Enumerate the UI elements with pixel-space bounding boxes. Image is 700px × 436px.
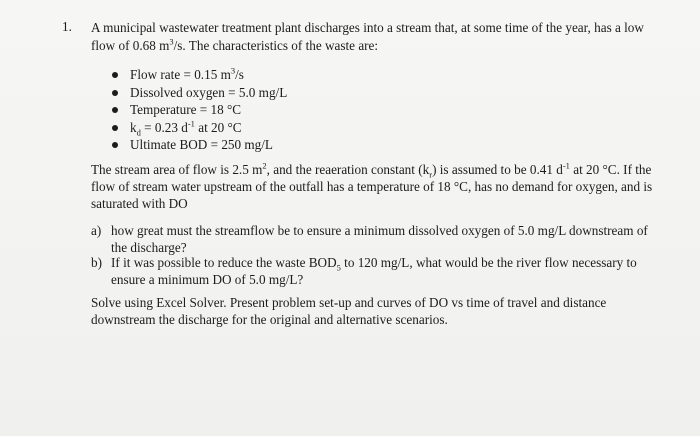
bullet-icon xyxy=(112,107,118,113)
part-a xyxy=(91,222,656,256)
part-a-text: how great must the streamflow be to ensure a minimum dissolved oxygen of 5.0 mg/L downstream of the discharge? xyxy=(111,223,648,255)
p1-text-b: , and the reaeration constant (k xyxy=(266,162,430,177)
p1-text-a: The stream area of flow is 2.5 m xyxy=(91,162,263,177)
kd-subscript: d xyxy=(136,127,141,138)
list-item-flow-rate xyxy=(110,66,287,84)
temp-text: Temperature = 18 °C xyxy=(130,102,242,117)
question-intro xyxy=(91,19,656,55)
stream-conditions-paragraph xyxy=(91,161,656,212)
intro-superscript: 3 xyxy=(169,36,174,47)
part-b-text-a: If it was possible to reduce the waste BOD xyxy=(111,255,337,270)
bod-text: Ultimate BOD = 250 mg/L xyxy=(130,137,273,152)
do-text: Dissolved oxygen = 5.0 mg/L xyxy=(130,84,288,100)
part-b-subscript: 5 xyxy=(336,262,341,273)
part-b-label: b) xyxy=(91,255,102,270)
bullet-icon xyxy=(112,142,118,148)
list-item-dissolved-oxygen xyxy=(110,84,287,102)
flow-sup: 3 xyxy=(230,65,236,76)
question-number: 1. xyxy=(62,19,72,34)
bullet-icon xyxy=(112,72,118,78)
intro-text-b: /s. The characteristics of the waste are: xyxy=(173,38,379,53)
instructions-paragraph: Solve using Excel Solver. Present problem set-up and curves of DO vs time of travel and distance downstream the discharge for the original and alternative scenarios. xyxy=(91,295,607,327)
part-b-text-b: to 120 mg/L, what would be the river flow necessary to ensure a minimum DO of 5.0 mg/L? xyxy=(111,255,637,287)
kd-value: = 0.23 d xyxy=(140,119,188,135)
kd-temp: at 20 °C xyxy=(194,119,242,135)
part-b-text xyxy=(111,254,656,288)
list-item-kd xyxy=(110,119,287,137)
flow-text: Flow rate = 0.15 m xyxy=(130,67,231,82)
list-item-temperature xyxy=(110,101,287,119)
p1-sup-2: -1 xyxy=(562,160,570,171)
part-a-label: a) xyxy=(91,223,102,238)
bullet-icon xyxy=(112,125,118,131)
bullet-icon xyxy=(112,90,118,96)
part-b xyxy=(91,254,656,288)
p1-text-d: at 20 °C. If the flow of stream water upstream of the outfall has a temperature of 18 °C, has no demand for oxygen, and is saturated with DO xyxy=(91,162,653,211)
p1-text-c: ) is assumed to be 0.41 d xyxy=(432,162,563,177)
flow-unit: /s xyxy=(235,67,244,82)
intro-text-a: A municipal wastewater treatment plant discharges into a stream that, at some time of the year, has a low flow of 0.68 m xyxy=(91,20,644,53)
p1-sup-1: 2 xyxy=(262,160,267,171)
kd-sup: -1 xyxy=(187,118,195,129)
p1-sub-1: r xyxy=(429,169,433,180)
waste-characteristics-list xyxy=(110,66,287,154)
list-item-ultimate-bod xyxy=(110,136,287,154)
kd-symbol: k xyxy=(130,119,137,135)
